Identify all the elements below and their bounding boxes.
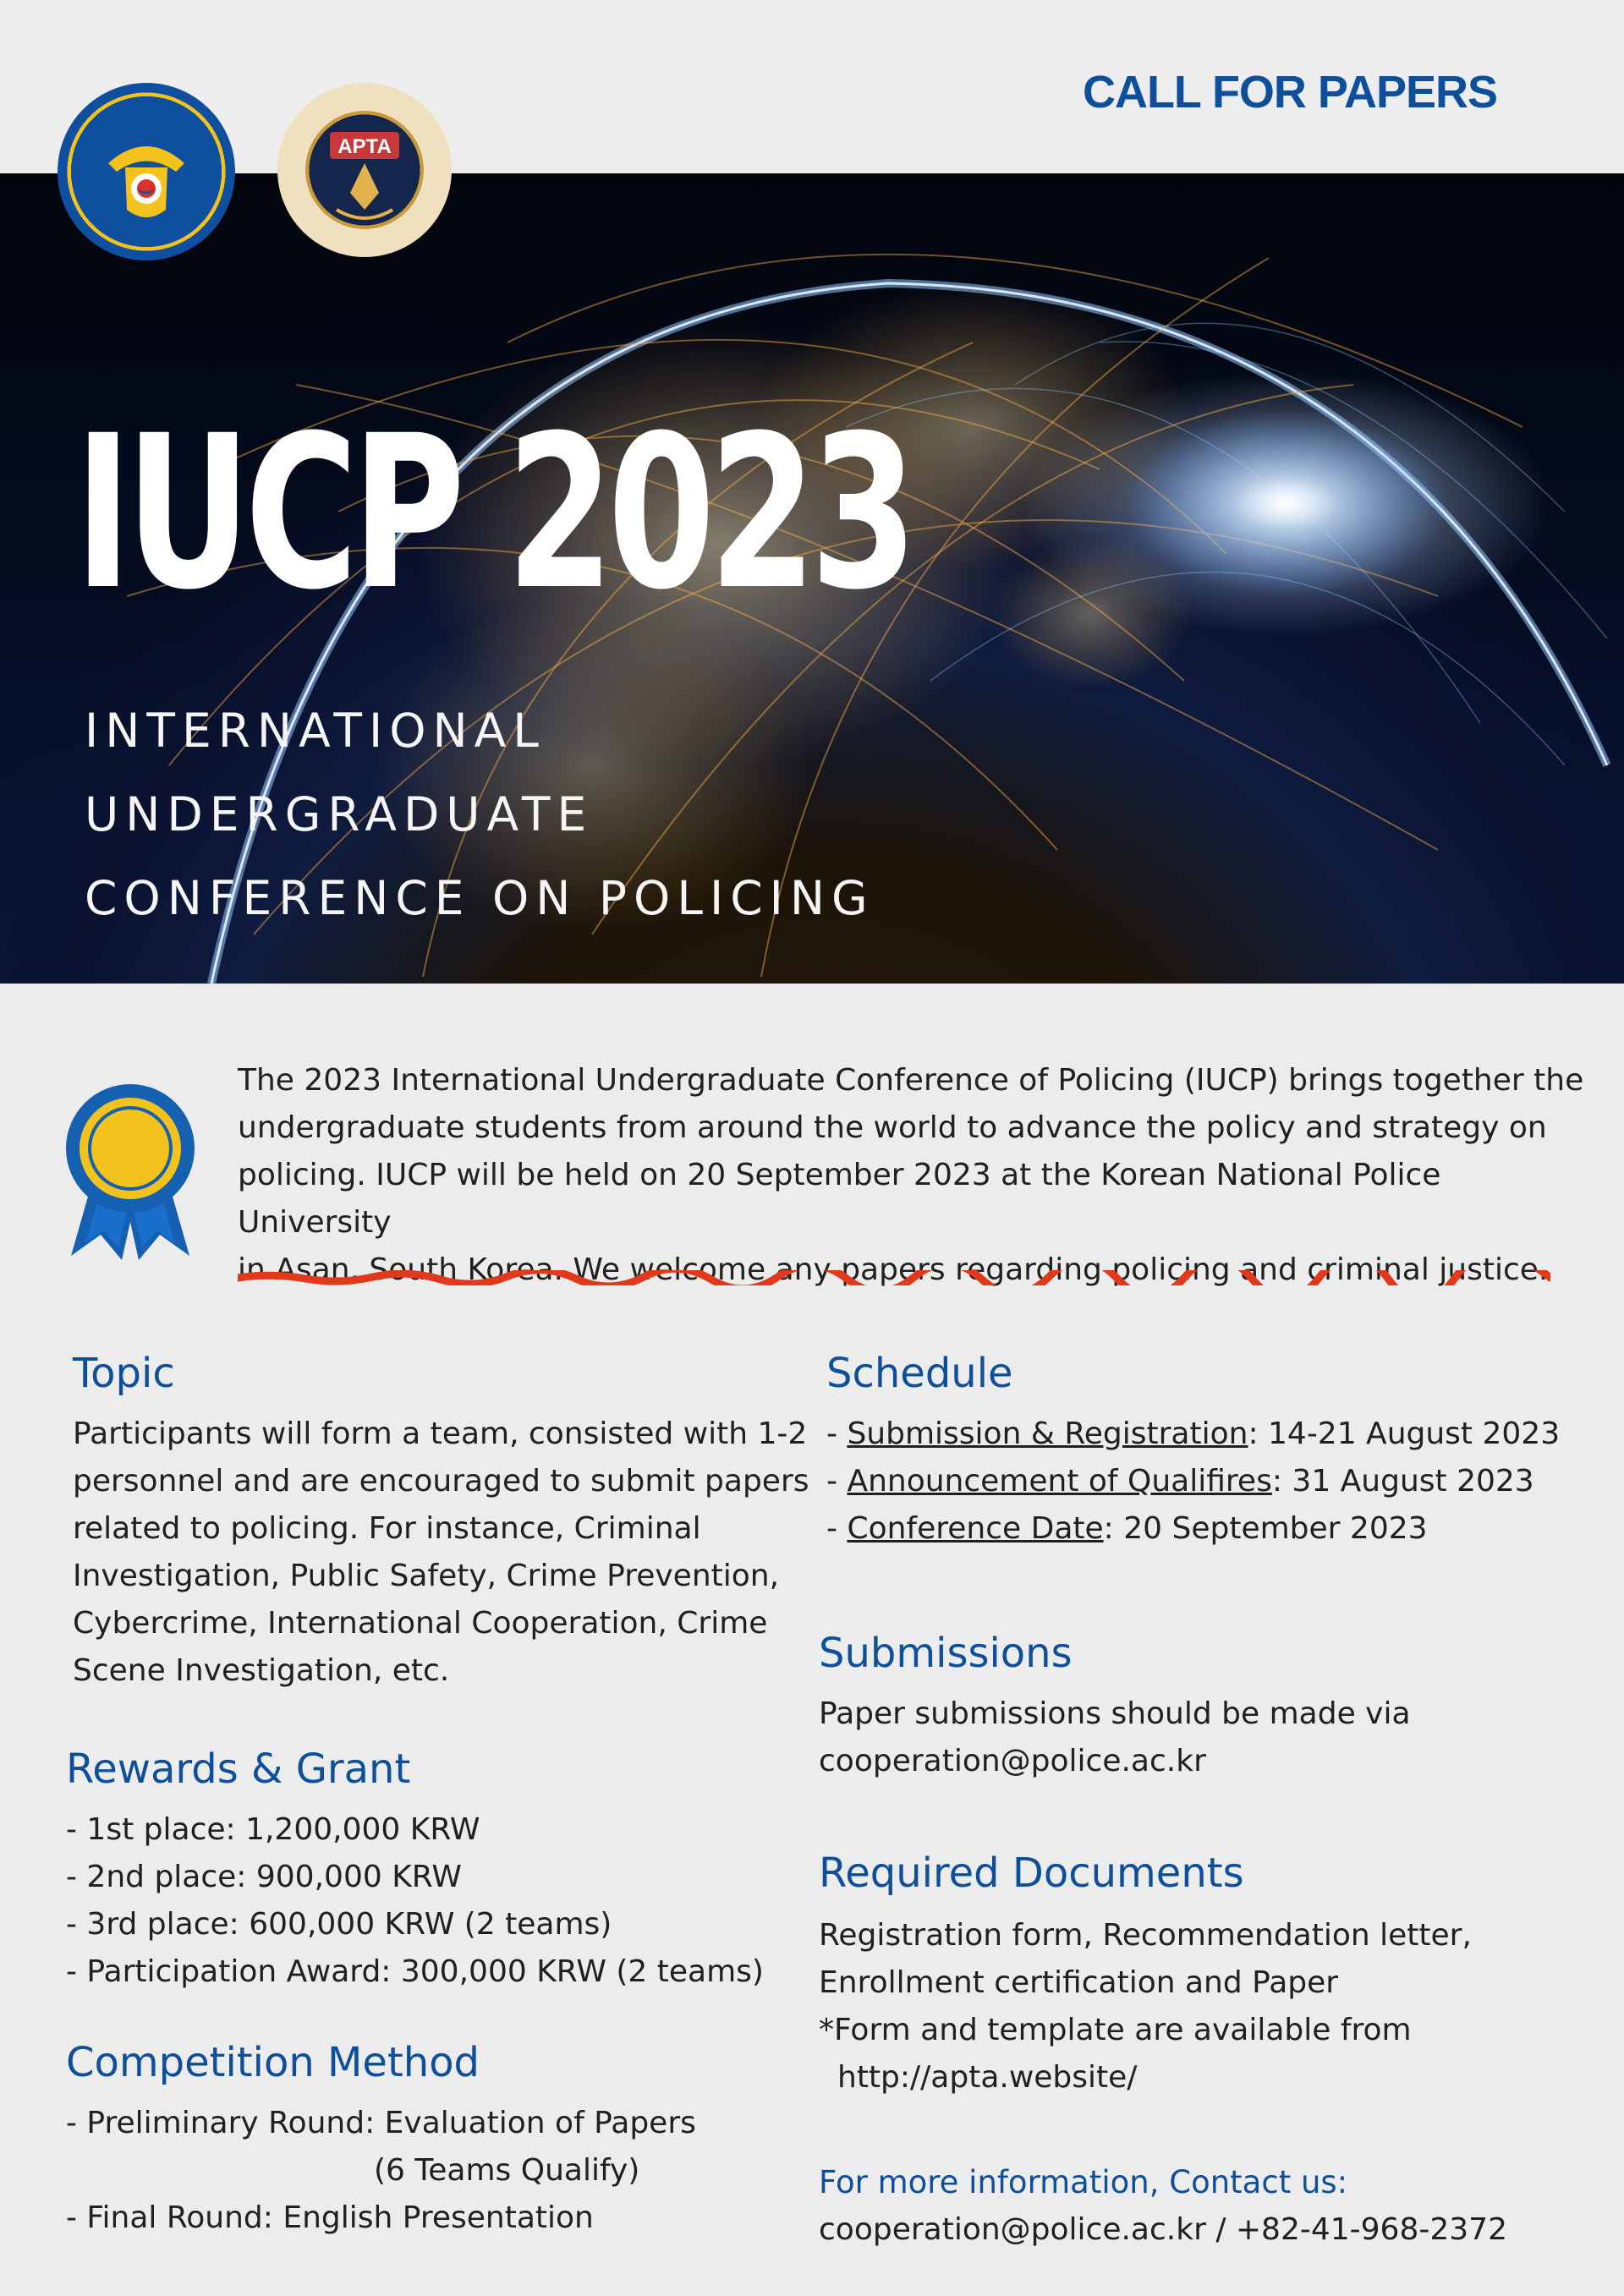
topic-body <box>73 1411 817 1695</box>
competition-heading: Competition Method <box>66 2039 480 2086</box>
apta-logo <box>277 83 452 257</box>
competition-section <box>66 2036 827 2242</box>
competition-item: (6 Teams Qualify) <box>374 2153 640 2188</box>
call-for-papers-heading: CALL FOR PAPERS <box>1082 67 1497 118</box>
submissions-line: Paper submissions should be made via <box>819 1696 1411 1731</box>
competition-list <box>66 2100 827 2242</box>
schedule-section <box>826 1346 1588 1553</box>
schedule-label: Submission & Registration <box>847 1417 1248 1451</box>
intro-line: The 2023 International Undergraduate Conference of Policing (IUCP) brings together the <box>238 1063 1584 1098</box>
schedule-label: Conference Date <box>847 1511 1104 1546</box>
required-line: Enrollment certification and Paper <box>819 1965 1339 2000</box>
knpu-logo <box>58 83 235 260</box>
reward-item: - 2nd place: 900,000 KRW <box>66 1860 462 1894</box>
required-documents-section <box>819 1846 1580 2101</box>
required-documents-body <box>819 1912 1580 2101</box>
topic-line: related to policing. For instance, Criminal <box>73 1511 701 1546</box>
topic-line: Participants will form a team, consisted with 1-2 <box>73 1417 808 1451</box>
intro-line: in Asan, South Korea. We welcome any papers regarding policing and criminal justice. <box>238 1252 1549 1287</box>
reward-item: - Participation Award: 300,000 KRW (2 teams) <box>66 1954 764 1989</box>
schedule-value: : 20 September 2023 <box>1103 1511 1428 1546</box>
topic-line: Cybercrime, International Cooperation, Crime <box>73 1606 768 1641</box>
schedule-dash: - <box>826 1464 848 1499</box>
required-line: *Form and template are available from <box>819 2013 1412 2047</box>
rewards-section <box>66 1742 827 1996</box>
reward-item: - 1st place: 1,200,000 KRW <box>66 1812 480 1847</box>
intro-line: undergraduate students from around the world to advance the policy and strategy on <box>238 1110 1547 1145</box>
schedule-item <box>826 1411 1588 1458</box>
apta-website-link[interactable]: http://apta.website/ <box>837 2060 1138 2095</box>
contact-section <box>819 2159 1580 2254</box>
subtitle-line: INTERNATIONAL <box>85 704 546 758</box>
contact-details[interactable]: cooperation@police.ac.kr / +82-41-968-2372 <box>819 2212 1507 2247</box>
intro-line: policing. IUCP will be held on 20 September 2023 at the Korean National Police University <box>238 1158 1441 1240</box>
subtitle-line: CONFERENCE ON POLICING <box>85 871 875 925</box>
schedule-heading: Schedule <box>826 1350 1013 1397</box>
schedule-label: Announcement of Qualifires <box>847 1464 1272 1499</box>
contact-heading: For more information, Contact us: <box>819 2164 1348 2200</box>
required-line: Registration form, Recommendation letter, <box>819 1918 1472 1953</box>
required-documents-heading: Required Documents <box>819 1849 1244 1897</box>
competition-item: - Final Round: English Presentation <box>66 2200 594 2235</box>
schedule-dash: - <box>826 1511 848 1546</box>
schedule-value: : 31 August 2023 <box>1271 1464 1534 1499</box>
conference-subtitle <box>85 689 875 940</box>
subtitle-line: UNDERGRADUATE <box>85 787 594 841</box>
submissions-email[interactable]: cooperation@police.ac.kr <box>819 1744 1206 1778</box>
red-divider <box>238 1270 1550 1285</box>
submissions-heading: Submissions <box>819 1630 1073 1677</box>
schedule-item <box>826 1505 1588 1553</box>
submissions-section <box>819 1626 1580 1785</box>
conference-title: IUCP 2023 <box>74 390 912 636</box>
submissions-body <box>819 1690 1580 1785</box>
topic-line: Investigation, Public Safety, Crime Prevention, <box>73 1559 780 1593</box>
rewards-heading: Rewards & Grant <box>66 1745 411 1793</box>
schedule-item <box>826 1458 1588 1505</box>
competition-item: - Preliminary Round: Evaluation of Papers <box>66 2106 696 2140</box>
topic-section <box>73 1346 817 1695</box>
apta-acronym: APTA <box>337 135 392 158</box>
schedule-dash: - <box>826 1417 848 1451</box>
hero-banner <box>0 173 1624 984</box>
topic-line: personnel and are encouraged to submit papers <box>73 1464 809 1499</box>
topic-line: Scene Investigation, etc. <box>73 1653 450 1688</box>
award-ribbon-icon <box>63 1082 198 1263</box>
intro-paragraph <box>238 1057 1591 1294</box>
schedule-list <box>826 1411 1588 1553</box>
rewards-list <box>66 1806 827 1996</box>
reward-item: - 3rd place: 600,000 KRW (2 teams) <box>66 1907 612 1942</box>
topic-heading: Topic <box>73 1350 175 1397</box>
schedule-value: : 14-21 August 2023 <box>1248 1417 1561 1451</box>
